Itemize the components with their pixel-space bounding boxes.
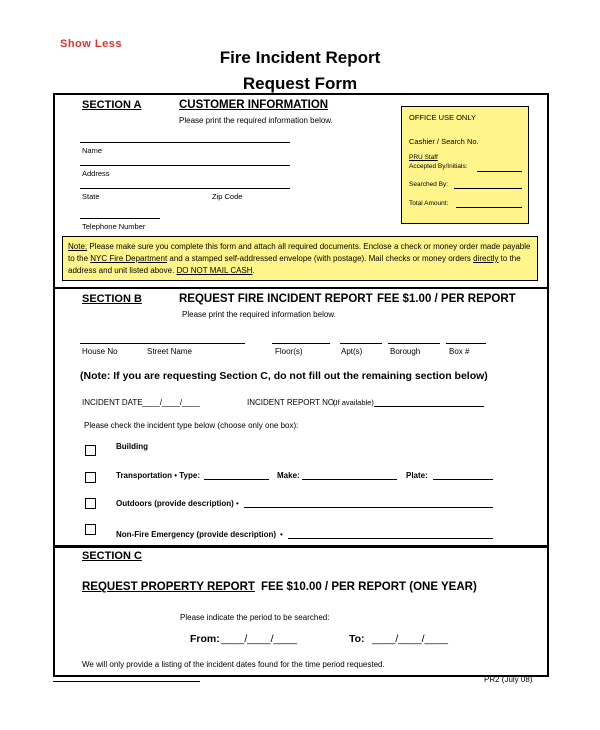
if-available-label: (If available) (333, 398, 374, 407)
borough-label: Borough (390, 347, 421, 356)
note-text-3: to the address and (68, 254, 521, 275)
telephone-label: Telephone Number (82, 222, 146, 231)
outdoors-checkbox[interactable] (85, 498, 96, 509)
office-use-title: OFFICE USE ONLY (409, 113, 476, 122)
state-zip-field-line[interactable] (80, 188, 290, 189)
to-date-blanks[interactable]: ____/____/____ (372, 633, 448, 645)
transportation-label: Transportation • Type: (116, 471, 200, 480)
mailing-note (62, 236, 538, 281)
state-label: State (82, 192, 100, 201)
section-c-frame (53, 545, 549, 677)
outdoors-bullet: • (236, 499, 239, 508)
transportation-checkbox[interactable] (85, 472, 96, 483)
total-amount-label: Total Amount: (409, 200, 449, 207)
searched-by-line[interactable] (454, 188, 522, 189)
incident-report-no-line[interactable] (374, 406, 484, 407)
incident-date-blanks[interactable]: ____/____/____ (142, 398, 200, 407)
section-b-frame (53, 287, 549, 548)
address-field-line[interactable] (80, 165, 290, 166)
non-fire-label: Non-Fire Emergency (provide description) (116, 530, 277, 539)
outdoors-label: Outdoors (provide description) (116, 499, 234, 508)
from-label: From: (190, 633, 220, 645)
name-field-line[interactable] (80, 142, 290, 143)
cashier-label: Cashier / Search No. (409, 137, 479, 146)
note-link-fdny: NYC Fire Department (90, 254, 168, 263)
incident-report-no-label: INCIDENT REPORT NO. (247, 398, 337, 407)
to-label: To: (349, 633, 365, 645)
note-do-not-mail-cash: DO NOT MAIL CASH (176, 266, 253, 275)
section-c-instruction: Please indicate the period to be searched: (180, 613, 330, 622)
borough-line[interactable] (388, 343, 440, 344)
section-a-label: SECTION A (82, 99, 142, 111)
name-label: Name (82, 146, 103, 155)
outdoors-description-line[interactable] (244, 507, 493, 508)
make-label: Make: (277, 471, 300, 480)
listing-note: We will only provide a listing of the incident dates found for the time period requested. (82, 660, 385, 669)
building-label: Building (116, 442, 148, 451)
corner-logo: Show Less (60, 38, 122, 50)
plate-line[interactable] (433, 479, 493, 480)
telephone-field-line[interactable] (80, 218, 160, 219)
apt-line[interactable] (340, 343, 382, 344)
section-c-heading: REQUEST PROPERTY REPORT (82, 581, 255, 593)
make-line[interactable] (302, 479, 397, 480)
apt-label: Apt(s) (341, 347, 363, 356)
street-name-label: Street Name (147, 347, 192, 356)
footer-rule (53, 681, 200, 682)
non-fire-bullet: • (280, 530, 283, 539)
section-a-heading: CUSTOMER INFORMATION (179, 99, 329, 111)
accepted-by-label: Accepted By/Initials: (409, 163, 468, 170)
section-c-fee: FEE $10.00 / PER REPORT (ONE YEAR) (261, 581, 477, 593)
note-directly: directly (473, 254, 499, 263)
from-date-blanks[interactable]: ____/____/____ (221, 633, 297, 645)
office-use-box (401, 106, 529, 224)
section-b-instruction: Please print the required information below. (182, 310, 336, 319)
transportation-type-line[interactable] (204, 479, 269, 480)
note-prefix: Note: (68, 242, 88, 251)
section-b-fee: FEE $1.00 / PER REPORT (377, 293, 516, 305)
building-checkbox[interactable] (85, 445, 96, 456)
floor-label: Floor(s) (275, 347, 303, 356)
section-a-instruction: Please print the required information below. (179, 116, 333, 125)
form-title: Fire Incident Report (219, 48, 381, 67)
house-street-line[interactable] (80, 343, 245, 344)
box-label: Box # (449, 347, 470, 356)
box-line[interactable] (446, 343, 486, 344)
non-fire-description-line[interactable] (288, 538, 493, 539)
section-c-warning: (Note: If you are requesting Section C, do not fill out the remaining section below) (80, 370, 488, 382)
house-no-label: House No (82, 347, 118, 356)
incident-date-label: INCIDENT DATE (82, 398, 143, 407)
incident-type-instruction: Please check the incident type below (choose only one box): (84, 421, 299, 430)
note-text-4: unit listed above. (114, 266, 177, 275)
section-b-label: SECTION B (82, 293, 142, 305)
non-fire-checkbox[interactable] (85, 524, 96, 535)
section-b-heading: REQUEST FIRE INCIDENT REPORT (179, 293, 373, 305)
address-label: Address (82, 169, 110, 178)
section-c-label: SECTION C (82, 550, 142, 562)
accepted-by-line[interactable] (477, 171, 522, 172)
note-text-5: . (252, 266, 255, 275)
zip-label: Zip Code (212, 192, 243, 201)
form-code: PR2 (July 08) (484, 675, 533, 684)
note-text-2: and a stamped self-addressed envelope (with postage). Mail checks or money orders (167, 254, 474, 263)
floor-line[interactable] (272, 343, 330, 344)
note-text-1: Please make sure you complete this form and attach all required documents. Enclose a check or money order made payable to the (68, 242, 531, 263)
plate-label: Plate: (406, 471, 428, 480)
form-subtitle: Request Form (242, 74, 358, 93)
total-amount-line[interactable] (456, 207, 522, 208)
searched-by-label: Searched By: (409, 181, 449, 188)
pru-staff-label: PRU Staff (409, 154, 438, 161)
